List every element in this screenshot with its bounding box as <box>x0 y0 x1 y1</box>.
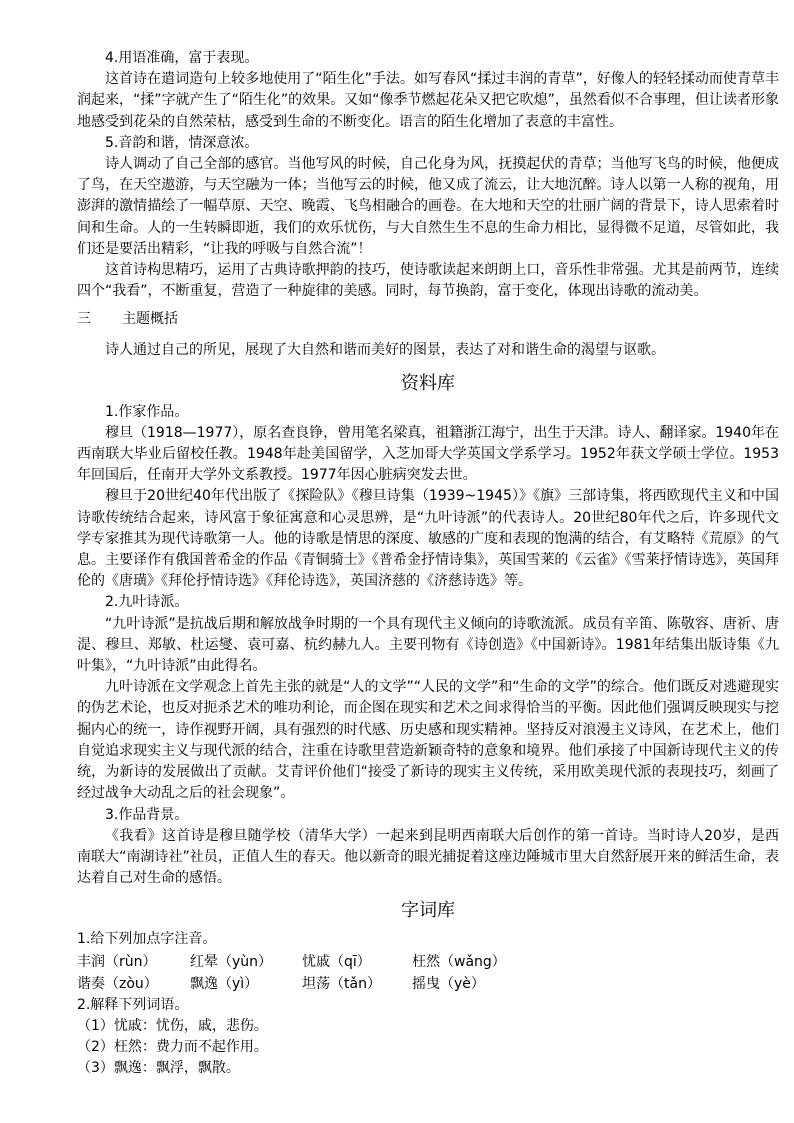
zici-heading-2: 2.解释下列词语。 <box>77 996 189 1013</box>
ziliao-paragraph-1b: 穆旦于20世纪40年代出版了《探险队》《穆旦诗集（1939~1945）》《旗》三部诗集，将西欧现代主义和中国诗歌传统结合起来，诗风富于象征寓意和心灵思辨，是“九叶诗派”的代表诗人。20世纪80年代之后，许多现代文学专家推其为现代诗歌第一人。他的诗歌是情思的深度、敏感的广度和表现的饱满的结合，有艾略特《荒原》的气息。主要译作有俄国普希金的作品《青铜骑士》《普希金抒情诗集》，英国雪莱的《云雀》《雪莱抒情诗选》，英国拜伦的《唐璜》《拜伦抒情诗选》《拜伦诗选》，英国济慈的《济慈诗选》等。 <box>77 488 779 590</box>
zici-title: 字词库 <box>401 900 455 922</box>
ziliao-heading-2: 2.九叶诗派。 <box>105 594 189 611</box>
pinyin-item: 枉然（wǎng） <box>412 953 506 970</box>
pinyin-item: 红晕（yùn） <box>190 953 273 970</box>
theme-number: 三 <box>77 311 91 328</box>
pinyin-item: 谐奏（zòu） <box>77 975 158 992</box>
theme-title: 主题概括 <box>122 311 178 328</box>
definition-2: （2）枉然：费力而不起作用。 <box>77 1038 268 1055</box>
pinyin-item: 摇曳（yè） <box>412 975 485 992</box>
ziliao-heading-1: 1.作家作品。 <box>105 403 189 420</box>
ziliao-paragraph-2a: “九叶诗派”是抗战后期和解放战争时期的一个具有现代主义倾向的诗歌流派。成员有辛笛、陈敬容、唐祈、唐湜、穆旦、郑敏、杜运燮、袁可嘉、杭约赫九人。主要刊物有《诗创造》《中国新诗》。1981年结集出版诗集《九叶集》，“九叶诗派”由此得名。 <box>77 615 779 675</box>
document-content <box>77 48 779 1079</box>
ziliao-heading-3: 3.作品背景。 <box>105 806 189 823</box>
definition-1: （1）忧戚：忧伤，戚，悲伤。 <box>77 1017 268 1034</box>
ziliao-paragraph-2b: 九叶诗派在文学观念上首先主张的就是“人的文学”“人民的文学”和“生命的文学”的综合。他们既反对逃避现实的伪艺术论，也反对扼杀艺术的唯功利论，而企图在现实和艺术之间求得恰当的平衡。因此他们强调反映现实与挖掘内心的统一，诗作视野开阔，具有强烈的时代感、历史感和现实精神。坚持反对浪漫主义诗风，在艺术上，他们自觉追求现实主义与现代派的结合，注重在诗歌里营造新颖奇特的意象和境界。他们承接了中国新诗现代主义的传统，为新诗的发展做出了贡献。艾青评价他们“接受了新诗的现实主义传统，采用欧美现代派的表现技巧，刻画了经过战争大动乱之后的社会现象”。 <box>77 679 779 802</box>
ziliao-title: 资料库 <box>401 372 455 394</box>
pinyin-item: 忧戚（qī） <box>302 953 371 970</box>
paragraph-4: 这首诗在遣词造句上较多地使用了“陌生化”手法。如写春风“揉过丰润的青草”，好像人的轻轻揉动而使青草丰润起来，“揉”字就产生了“陌生化”的效果。又如“像季节燃起花朵又把它吹熄”，虽然看似不合事理，但让读者形象地感受到花朵的自然荣枯，感受到生命的不断变化。语言的陌生化增加了表意的丰富性。 <box>77 71 779 130</box>
pinyin-item: 坦荡（tǎn） <box>302 975 381 992</box>
paragraph-5a: 诗人调动了自己全部的感官。当他写风的时候，自己化身为风，抚摸起伏的青草；当他写飞鸟的时候，他便成了鸟，在天空遨游，与天空融为一体；当他写云的时候，他又成了流云，让大地沉醉。诗人以第一人称的视角，用澎湃的激情描绘了一幅草原、天空、晚霞、飞鸟相融合的画卷。在大地和天空的壮丽广阔的背景下，诗人思索着时间和生命。人的一生转瞬即逝，我们的欢乐忧伤，与大自然生生不息的生命力相比，显得微不足道，尽管如此，我们还是要活出精彩，“让我的呼吸与自然合流”！ <box>77 156 779 257</box>
zici-heading-1: 1.给下列加点字注音。 <box>77 931 217 948</box>
heading-4: 4.用语准确，富于表现。 <box>105 50 259 66</box>
pinyin-row-1 <box>77 951 779 973</box>
paragraph-5b: 这首诗构思精巧，运用了古典诗歌押韵的技巧，使诗歌读起来朗朗上口，音乐性非常强。尤其是前两节，连续四个“我看”，不断重复，营造了一种旋律的美感。同时，每节换韵，富于变化，体现出诗歌的流动美。 <box>77 262 779 300</box>
pinyin-item: 飘逸（yì） <box>190 975 259 992</box>
ziliao-paragraph-3: 《我看》这首诗是穆旦随学校（清华大学）一起来到昆明西南联大后创作的第一首诗。当时诗人20岁，是西南联大“南湖诗社”社员，正值人生的春天。他以新奇的眼光捕捉着这座边陲城市里大自然舒展开来的鲜活生命，表达着自己对生命的感悟。 <box>77 827 779 887</box>
pinyin-row-2 <box>77 973 779 995</box>
definition-3: （3）飘逸：飘浮，飘散。 <box>77 1060 240 1077</box>
ziliao-paragraph-1a: 穆旦（1918—1977），原名查良铮，曾用笔名梁真，祖籍浙江海宁，出生于天津。诗人、翻译家。1940年在西南联大毕业后留校任教。1948年赴美国留学，入芝加哥大学英国文学系学习。1952年获文学硕士学位。1953年回国后，任南开大学外文系教授。1977年因心脏病突发去世。 <box>77 424 779 484</box>
pinyin-item: 丰润（rùn） <box>77 953 157 970</box>
heading-5: 5.音韵和谐，情深意浓。 <box>105 134 259 151</box>
theme-text: 诗人通过自己的所见，展现了大自然和谐而美好的图景，表达了对和谐生命的渴望与讴歌。 <box>105 342 665 359</box>
theme-heading <box>77 309 779 330</box>
